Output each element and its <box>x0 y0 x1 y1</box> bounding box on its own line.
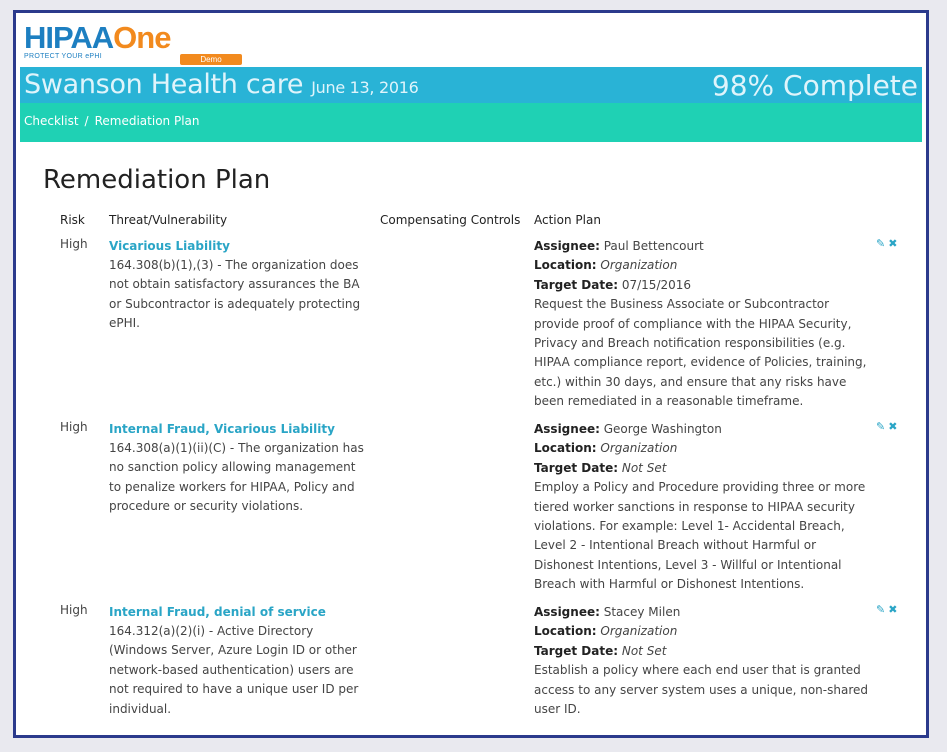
delete-icon[interactable]: ✖ <box>888 603 898 616</box>
assignee-label: Assignee: <box>534 422 600 436</box>
plan-description: Establish a policy where each end user that is granted access to any server system uses a unique, non-shared user ID. <box>534 663 869 717</box>
assignee-value: Stacey Milen <box>603 605 681 619</box>
edit-icon[interactable]: ✎ <box>876 603 886 616</box>
location-label: Location: <box>534 441 597 456</box>
risk-level: High <box>60 237 88 251</box>
location-line <box>534 622 874 641</box>
logo-tagline: PROTECT YOUR ePHI <box>24 53 102 60</box>
threat-link[interactable]: Vicarious Liability <box>109 239 230 253</box>
target-date-label: Target Date: <box>534 643 619 658</box>
assignee-value: George Washington <box>603 422 722 436</box>
location-line <box>534 256 874 275</box>
threat-cell <box>109 420 371 517</box>
location-line <box>534 439 874 458</box>
assignee-line <box>534 237 874 256</box>
action-plan-cell <box>534 603 874 719</box>
assignee-line <box>534 603 874 622</box>
row-actions <box>876 237 906 250</box>
logo-o: O <box>113 20 137 55</box>
target-date-label: Target Date: <box>534 460 619 475</box>
threat-description: 164.308(a)(1)(ii)(C) - The organization has no sanction policy allowing management to penalize workers for HIPAA, Policy and procedure or security violations. <box>109 441 364 514</box>
assignee-label: Assignee: <box>534 239 600 253</box>
location-label: Location: <box>534 624 597 639</box>
logo-ne: ne <box>136 20 171 55</box>
header-bar <box>20 67 922 103</box>
plan-description: Employ a Policy and Procedure providing three or more tiered worker sanctions in response to HIPAA security violations. For example: Level 1- Accidental Breach, Level 2 - Intentional Breach without Harmful or Dishonest Intentions, Level 3 - Willful or Intentional Breach with Harmful or Dishonest Intentions. <box>534 480 866 592</box>
delete-icon[interactable]: ✖ <box>888 420 898 433</box>
target-date-value: Not Set <box>621 643 667 658</box>
threat-cell <box>109 237 371 334</box>
threat-link[interactable]: Internal Fraud, denial of service <box>109 605 326 619</box>
row-actions <box>876 420 906 433</box>
assignee-line <box>534 420 874 439</box>
target-date-value: 07/15/2016 <box>621 277 692 292</box>
logo[interactable] <box>24 21 324 71</box>
location-value: Organization <box>600 624 678 639</box>
row-actions <box>876 603 906 616</box>
plan-description: Request the Business Associate or Subcontractor provide proof of compliance with the HIPAA Security, Privacy and Breach notification responsibilities (e.g. HIPAA compliance report, evidence of Policies, training, etc.) within 30 days, and ensure that any risks have been remediated in a reasonable timeframe. <box>534 297 867 409</box>
threat-description: 164.308(b)(1),(3) - The organization does not obtain satisfactory assurances the BA or Subcontractor is adequately protecting ePHI. <box>109 258 361 331</box>
completion-status: 98% Complete <box>711 69 918 102</box>
threat-link[interactable]: Internal Fraud, Vicarious Liability <box>109 422 335 436</box>
assignee-label: Assignee: <box>534 605 600 619</box>
breadcrumb-bar <box>20 103 922 142</box>
breadcrumb-checklist[interactable]: Checklist <box>24 114 79 128</box>
risk-level: High <box>60 420 88 434</box>
edit-icon[interactable]: ✎ <box>876 237 886 250</box>
column-header-action-plan: Action Plan <box>534 213 601 227</box>
target-date-line <box>534 642 874 661</box>
logo-wordmark <box>24 21 170 55</box>
edit-icon[interactable]: ✎ <box>876 420 886 433</box>
target-date-label: Target Date: <box>534 277 619 292</box>
column-header-risk: Risk <box>60 213 85 227</box>
organization-title: Swanson Health care <box>24 69 304 100</box>
target-date-value: Not Set <box>621 460 667 475</box>
screenshot-frame <box>13 10 929 738</box>
threat-cell <box>109 603 371 719</box>
assessment-date: June 13, 2016 <box>311 78 419 97</box>
breadcrumb <box>24 114 199 128</box>
demo-badge: Demo <box>180 54 242 65</box>
app-window <box>20 17 922 731</box>
delete-icon[interactable]: ✖ <box>888 237 898 250</box>
location-value: Organization <box>600 258 678 273</box>
target-date-line <box>534 459 874 478</box>
location-label: Location: <box>534 258 597 273</box>
page-title: Remediation Plan <box>43 165 271 195</box>
breadcrumb-separator: / <box>84 114 89 128</box>
breadcrumb-current: Remediation Plan <box>94 114 200 128</box>
action-plan-cell <box>534 237 874 412</box>
organization-name <box>24 69 419 100</box>
logo-hipaa: HIPAA <box>24 20 114 55</box>
column-header-threat: Threat/Vulnerability <box>109 213 228 227</box>
column-header-compensating-controls: Compensating Controls <box>380 213 521 227</box>
location-value: Organization <box>600 441 678 456</box>
target-date-line <box>534 276 874 295</box>
risk-level: High <box>60 603 88 617</box>
action-plan-cell <box>534 420 874 595</box>
assignee-value: Paul Bettencourt <box>603 239 704 253</box>
threat-description: 164.312(a)(2)(i) - Active Directory (Windows Server, Azure Login ID or other network-based authentication) users are not required to have a unique user ID per individual. <box>109 624 359 716</box>
